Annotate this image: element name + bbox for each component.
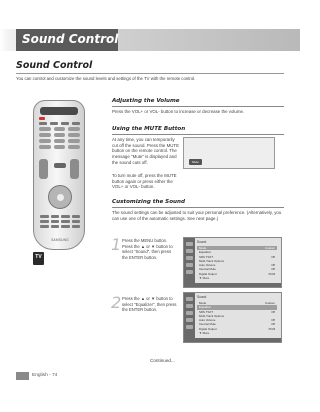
sound-menu-screen-2 bbox=[183, 292, 282, 343]
menu-row: Digital Output PCM bbox=[199, 271, 275, 276]
mute-indicator-badge: Mute bbox=[189, 159, 202, 165]
step-2-number: 2 bbox=[111, 293, 122, 312]
menu-row: SRS TSXT Off bbox=[199, 309, 275, 314]
remote-display-strip bbox=[40, 107, 78, 115]
menu-row: ▼ More bbox=[199, 331, 210, 336]
page-number: English - 74 bbox=[32, 373, 58, 378]
tv-badge-label: TV bbox=[35, 254, 42, 260]
mute-screen-image bbox=[183, 137, 275, 169]
remote-lower-buttons bbox=[40, 215, 80, 228]
section-title: Sound Control bbox=[16, 60, 93, 71]
page-header-title: Sound Control bbox=[22, 32, 119, 46]
customizing-rule bbox=[112, 207, 284, 208]
directional-pad-graphic bbox=[48, 185, 72, 209]
menu-row: ▼ More bbox=[199, 276, 210, 281]
adjusting-volume-text: Press the VOL+ or VOL- button to increase or decrease the volume. bbox=[112, 109, 245, 114]
mute-button-graphic bbox=[54, 163, 66, 168]
menu-row: Multi-Track Options bbox=[199, 313, 224, 318]
menu-row: Internal Mute Off bbox=[199, 322, 275, 327]
mute-text-2: To turn mute off, press the MUTE button again or press either the VOL+ or VOL- button. bbox=[112, 173, 177, 190]
power-button-graphic bbox=[39, 117, 45, 120]
customizing-heading: Customizing the Sound bbox=[112, 199, 186, 205]
menu-sidebar bbox=[184, 238, 195, 287]
tv-badge-icon bbox=[33, 252, 44, 265]
menu-rows bbox=[197, 246, 277, 280]
menu-heading: Sound bbox=[197, 295, 207, 299]
section-intro: You can control and customize the sound levels and settings of the TV with the remote control. bbox=[16, 76, 196, 81]
menu-row: Equalizer bbox=[199, 250, 212, 255]
continued-label: Continued... bbox=[150, 358, 175, 363]
menu-footer bbox=[184, 338, 281, 342]
menu-row: Internal Mute Off bbox=[199, 267, 275, 272]
mute-rule bbox=[112, 134, 284, 135]
section-divider bbox=[16, 73, 284, 74]
remote-brand-label: SAMSUNG bbox=[51, 238, 69, 242]
sound-menu-screen-1 bbox=[183, 237, 282, 288]
menu-row: Equalizer bbox=[197, 305, 277, 309]
channel-rocker-graphic bbox=[70, 159, 79, 179]
volume-rocker-graphic bbox=[39, 159, 48, 179]
menu-sidebar bbox=[184, 293, 195, 342]
menu-row: Digital Output PCM bbox=[199, 326, 275, 331]
menu-row: Multi-Track Options bbox=[199, 258, 224, 263]
menu-row: SRS TSXT Off bbox=[199, 254, 275, 259]
footer-bar bbox=[16, 372, 29, 380]
menu-rows bbox=[197, 301, 277, 335]
menu-row: Mode Custom bbox=[199, 301, 275, 305]
menu-row: Auto Volume Off bbox=[199, 318, 275, 323]
menu-row: Mode Custom bbox=[199, 246, 275, 250]
adjusting-volume-rule bbox=[112, 106, 284, 107]
mute-heading: Using the MUTE Button bbox=[112, 126, 186, 132]
step-1-text: Press the MENU button. Press the ▲ or ▼ button to select "Sound", then press the ENTER button. bbox=[122, 238, 173, 260]
remote-control-image bbox=[33, 100, 85, 250]
remote-number-pad bbox=[39, 127, 80, 149]
remote-button-row bbox=[39, 122, 80, 126]
menu-footer bbox=[184, 283, 281, 287]
customizing-text: The sound settings can be adjusted to suit your personal preference. (Alternatively, you can use one of the automatic settings. See next page.) bbox=[112, 210, 282, 221]
adjusting-volume-heading: Adjusting the Volume bbox=[112, 98, 180, 104]
step-1-number: 1 bbox=[111, 235, 122, 254]
mute-text-1: At any time, you can temporarily cut off the sound. Press the MUTE button on the remote control. The message "Mute" is displayed and the sound cuts off. bbox=[112, 137, 180, 165]
menu-heading: Sound bbox=[197, 240, 207, 244]
step-2-text: Press the ▲ or ▼ button to select "Equalizer", then press the ENTER button. bbox=[122, 296, 177, 312]
menu-row: Auto Volume Off bbox=[199, 263, 275, 268]
